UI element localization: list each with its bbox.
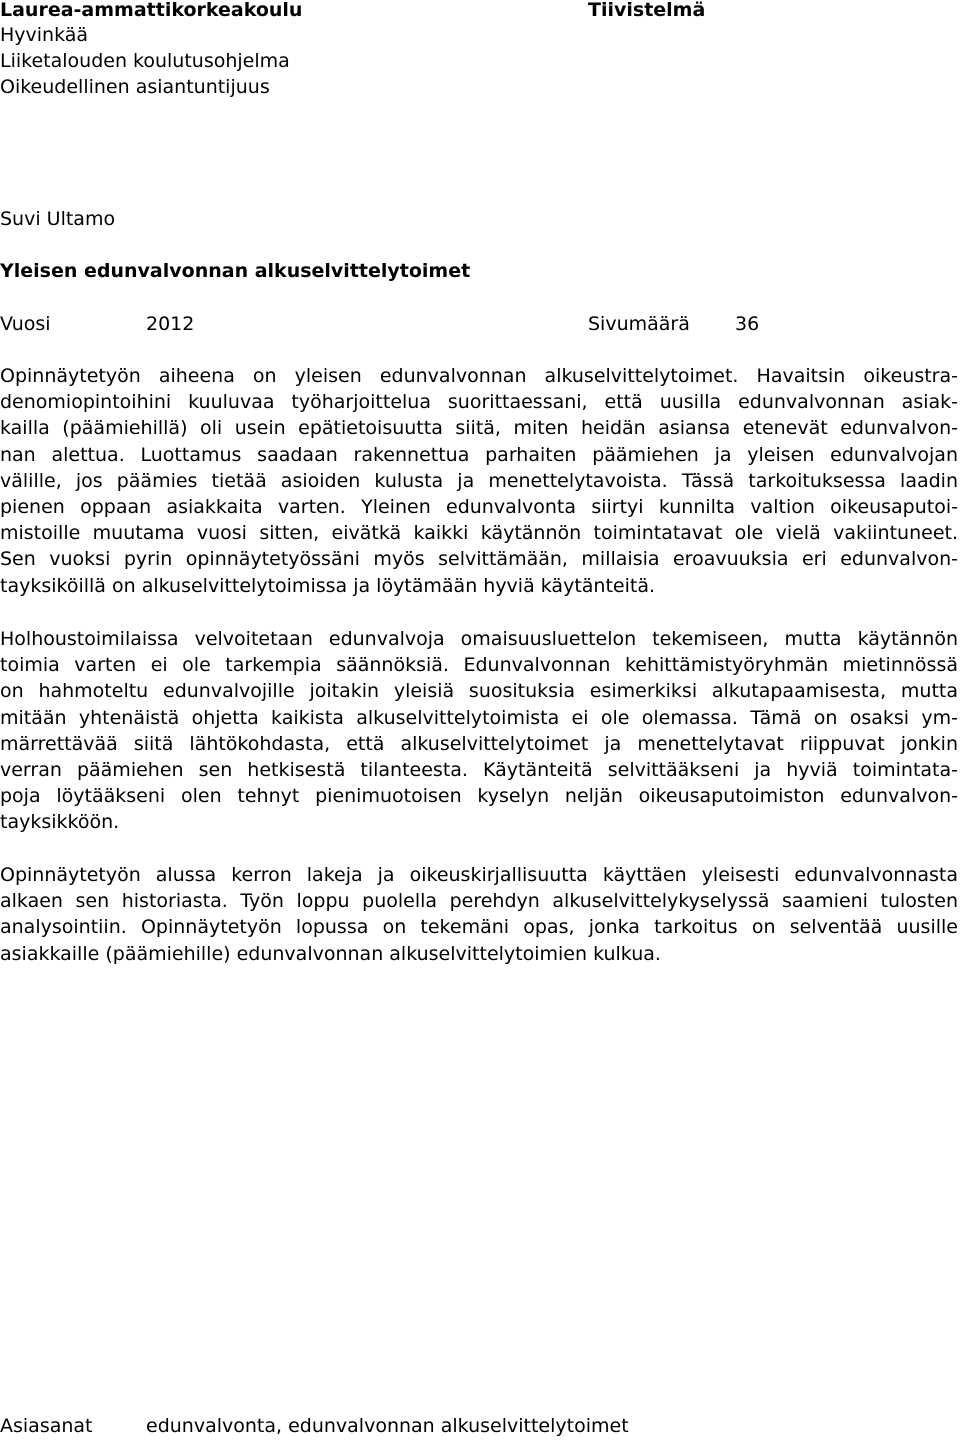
campus-name: Hyvinkää [0, 24, 89, 46]
paragraph-line: Opinnäytetyön aiheena on yleisen edunvalvonnan alkuselvittelytoimet. Havaitsin oikeustra- [0, 365, 958, 387]
paragraph-line: mistoille muutama vuosi sitten, eivätkä kaikki käytännön toimintatavat ole vielä vakiintuneet. [0, 522, 958, 545]
paragraph-line: välille, jos päämies tietää asioiden kulusta ja menettelytavoista. Tässä tarkoituksessa laadin [0, 469, 958, 492]
paragraph-line: on hahmoteltu edunvalvojille joitakin yleisiä suosituksia esimerkiksi alkutapaamisesta, mutta [0, 680, 958, 703]
paragraph-line: alkaen sen historiasta. Työn loppu puolella perehdyn alkuselvittelykyselyssä saamieni tulosten [0, 890, 958, 913]
year-label: Vuosi [0, 313, 51, 335]
paragraph-line: denomiopintoihini kuuluvaa työharjoittelua suorittaessani, että uusilla edunvalvonnan asiak- [0, 391, 958, 414]
document-type: Tiivistelmä [588, 0, 706, 21]
keywords-value: edunvalvonta, edunvalvonnan alkuselvittelytoimet [146, 1415, 629, 1437]
paragraph-line: asiakkaille (päämiehille) edunvalvonnan alkuselvittelytoimien kulkua. [0, 942, 661, 965]
paragraph-line: Holhoustoimilaissa velvoitetaan edunvalvoja omaisuusluettelon tekemiseen, mutta käytännön [0, 628, 958, 650]
paragraph-line: nan alettua. Luottamus saadaan rakennettua parhaiten päämiehen ja yleisen edunvalvojan [0, 443, 958, 466]
year-value: 2012 [146, 313, 195, 335]
paragraph-line: poja löytääkseni olen tehnyt pienimuotoisen kyselyn neljän oikeusaputoimiston edunvalvon- [0, 785, 958, 808]
author-name: Suvi Ultamo [0, 208, 116, 230]
pages-label: Sivumäärä [588, 313, 690, 335]
specialization-name: Oikeudellinen asiantuntijuus [0, 76, 270, 98]
keywords-label: Asiasanat [0, 1415, 93, 1437]
abstract-paragraph-1 [0, 363, 958, 599]
university-name: Laurea-ammattikorkeakoulu [0, 0, 303, 21]
paragraph-line: verran päämiehen sen hetkisestä tilanteesta. Käytänteitä selvittääkseni ja hyviä toimintata- [0, 759, 958, 782]
abstract-paragraph-2 [0, 626, 958, 836]
paragraph-line: toimia varten ei ole tarkempia säännöksiä. Edunvalvonnan kehittämistyöryhmän mietinnössä [0, 654, 958, 677]
paragraph-line: analysointiin. Opinnäytetyön lopussa on tekemäni opas, jonka tarkoitus on selventää uusille [0, 916, 958, 939]
abstract-paragraph-3 [0, 862, 958, 967]
paragraph-line: pienen oppaan asiakkaita varten. Yleinen edunvalvonta siirtyi kunnilta valtion oikeusaputoi- [0, 496, 958, 519]
thesis-title: Yleisen edunvalvonnan alkuselvittelytoimet [0, 260, 471, 282]
paragraph-line: tayksiköillä on alkuselvittelytoimissa ja löytämään hyviä käytänteitä. [0, 574, 656, 597]
program-name: Liiketalouden koulutusohjelma [0, 50, 290, 72]
pages-value: 36 [735, 313, 760, 335]
paragraph-line: tayksikköön. [0, 811, 120, 834]
paragraph-line: Opinnäytetyön alussa kerron lakeja ja oikeuskirjallisuutta käyttäen yleisesti edunvalvonnasta [0, 864, 958, 886]
paragraph-line: kailla (päämiehillä) oli usein epätietoisuutta siitä, miten heidän asiansa etenevät edunvalvon- [0, 417, 958, 440]
paragraph-line: mitään yhtenäistä ohjetta kaikista alkuselvittelytoimista ei ole olemassa. Tämä on osaksi ym- [0, 706, 958, 729]
paragraph-line: Sen vuoksi pyrin opinnäytetyössäni myös selvittämään, millaisia eroavuuksia eri edunvalvon- [0, 548, 958, 571]
paragraph-line: märrettävää siitä lähtökohdasta, että alkuselvittelytoimet ja menettelytavat riippuvat jonkin [0, 732, 958, 755]
